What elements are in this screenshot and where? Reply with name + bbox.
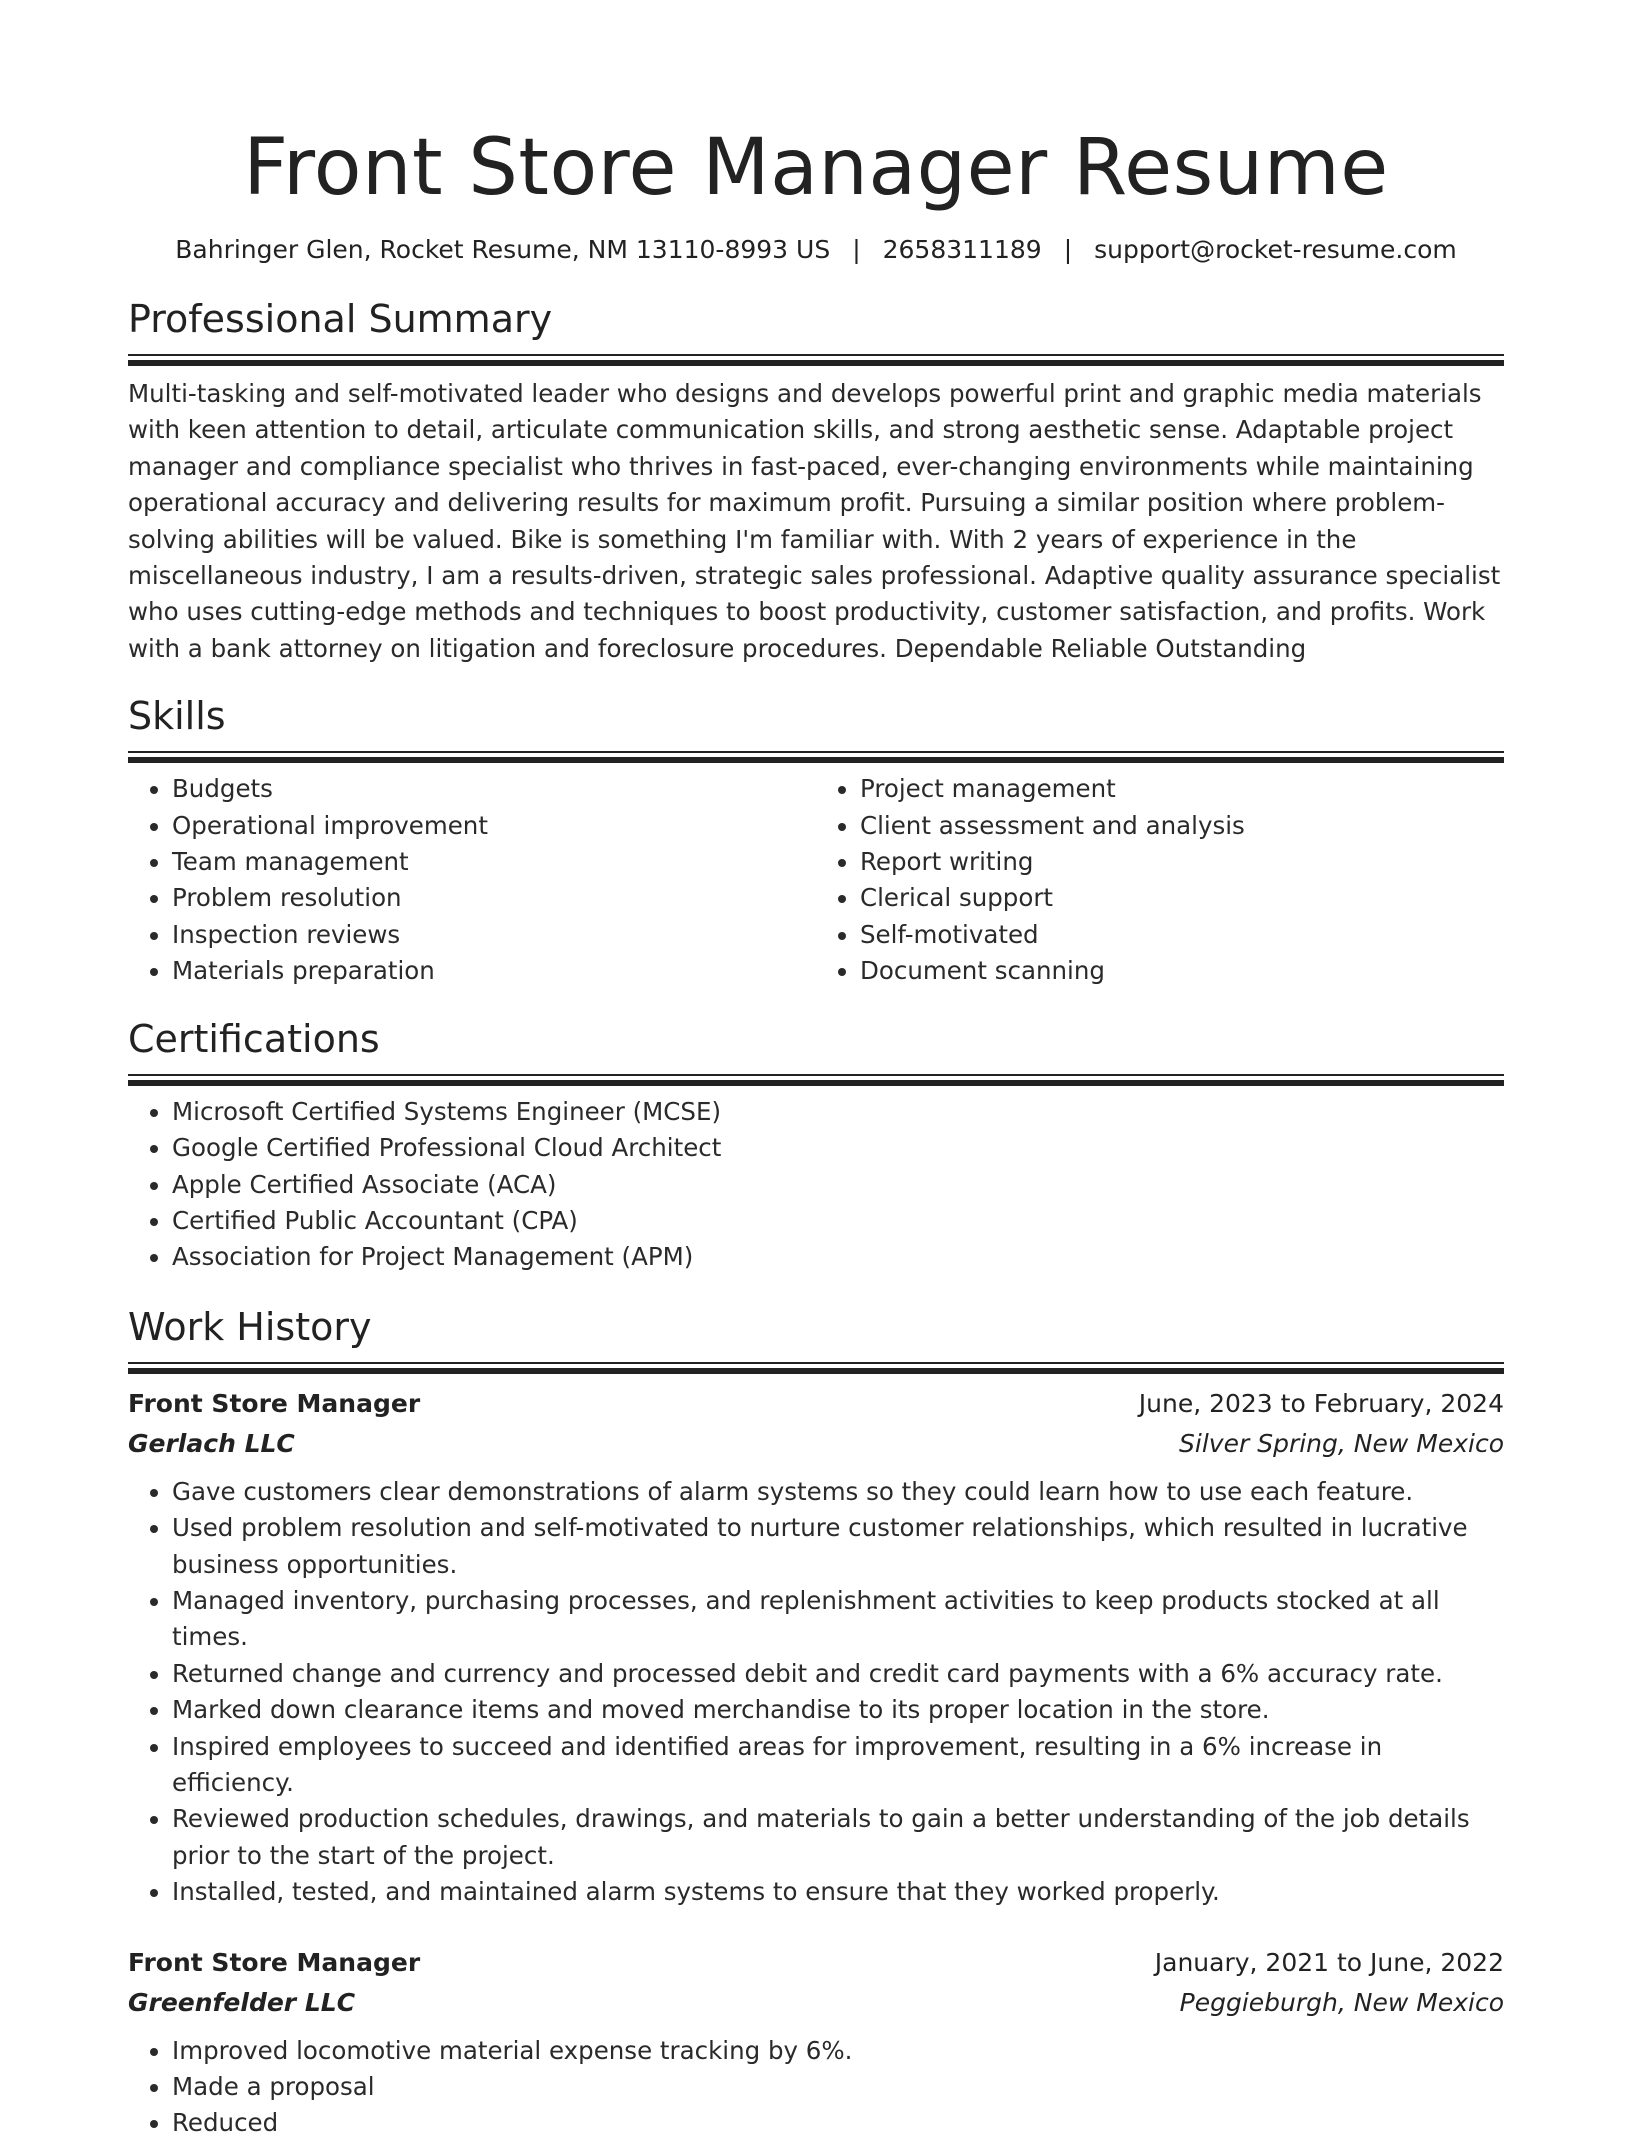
job-location: Silver Spring, New Mexico <box>1179 1428 1504 1458</box>
job-header <box>128 1943 1504 1983</box>
job-header <box>128 1384 1504 1424</box>
job-duties-list <box>128 1474 1504 1911</box>
job-duty-item: • Returned change and currency and processed debit and credit card payments with a 6% accuracy rate. <box>172 1656 1504 1692</box>
skill-item: • Budgets <box>172 771 816 807</box>
job-location: Peggieburgh, New Mexico <box>1179 1987 1504 2017</box>
job-entry <box>128 1384 1504 1911</box>
job-duty-item: • Gave customers clear demonstrations of alarm systems so they could learn how to use each feature. <box>172 1474 1504 1510</box>
job-duty-item: • Reviewed production schedules, drawings, and materials to gain a better understanding of the job details prior to the start of the project. <box>172 1801 1504 1874</box>
skills-list-right <box>816 771 1504 989</box>
job-duties-list <box>128 2033 1504 2142</box>
summary-heading: Professional Summary <box>128 297 553 341</box>
section-divider <box>128 751 1504 761</box>
job-company: Greenfelder LLC <box>128 1987 356 2017</box>
certification-item: • Apple Certified Associate (ACA) <box>172 1167 1504 1203</box>
job-subheader <box>128 1424 1504 1464</box>
skill-item: • Project management <box>860 771 1504 807</box>
skills-section <box>128 693 1504 989</box>
section-divider <box>128 1074 1504 1084</box>
job-duty-item: • Installed, tested, and maintained alarm systems to ensure that they worked properly. <box>172 1874 1504 1910</box>
contact-separator: | <box>1063 235 1073 264</box>
job-duty-item: • Marked down clearance items and moved merchandise to its proper location in the store. <box>172 1692 1504 1728</box>
section-divider <box>128 1362 1504 1372</box>
job-duty-item: • Inspired employees to succeed and identified areas for improvement, resulting in a 6% increase in efficiency. <box>172 1729 1504 1802</box>
contact-email[interactable]: support@rocket-resume.com <box>1094 235 1457 264</box>
skill-item: • Problem resolution <box>172 880 816 916</box>
certifications-heading: Certifications <box>128 1016 380 1061</box>
contact-phone: 2658311189 <box>882 235 1042 264</box>
certification-item: • Association for Project Management (APM) <box>172 1239 1504 1275</box>
contact-separator: | <box>852 235 861 264</box>
certification-item: • Google Certified Professional Cloud Architect <box>172 1130 1504 1166</box>
skill-item: • Operational improvement <box>172 808 816 844</box>
skill-item: • Clerical support <box>860 880 1504 916</box>
contact-line <box>128 234 1504 266</box>
skills-heading: Skills <box>128 694 226 739</box>
work-history-heading: Work History <box>128 1304 372 1349</box>
job-duty-item: • Used problem resolution and self-motivated to nurture customer relationships, which resulted in lucrative business opportunities. <box>172 1510 1504 1583</box>
skill-item: • Inspection reviews <box>172 917 816 953</box>
skills-columns <box>128 771 1504 989</box>
job-duty-item: • Managed inventory, purchasing processes, and replenishment activities to keep products stocked at all times. <box>172 1583 1504 1656</box>
skill-item: • Self-motivated <box>860 917 1504 953</box>
job-duty-item: • Reduced <box>172 2105 1504 2141</box>
contact-address: Bahringer Glen, Rocket Resume, NM 13110-8993 US <box>175 235 831 264</box>
certifications-section <box>128 1016 1504 1276</box>
job-title: Front Store Manager <box>128 1947 421 1977</box>
job-dates: January, 2021 to June, 2022 <box>1154 1947 1504 1977</box>
certification-item: • Microsoft Certified Systems Engineer (MCSE) <box>172 1094 1504 1130</box>
certifications-list <box>128 1094 1504 1276</box>
resume-page <box>128 0 1504 2142</box>
job-company: Gerlach LLC <box>128 1428 295 1458</box>
skills-list-left <box>128 771 816 989</box>
work-history-section <box>128 1304 1504 2142</box>
summary-text: Multi-tasking and self-motivated leader who designs and develops powerful print and graphic media materials with keen attention to detail, articulate communication skills, and strong aesthetic sense. Adaptable project manager and compliance specialist who thrives in fast-paced, ever-changing environments while maintaining operational accuracy and delivering results for maximum profit. Pursuing a similar position where problem-solving abilities will be valued. Bike is something I'm familiar with. With 2 years of experience in the miscellaneous industry, I am a results-driven, strategic sales professional. Adaptive quality assurance specialist who uses cutting-edge methods and techniques to boost productivity, customer satisfaction, and profits. Work with a bank attorney on litigation and foreclosure procedures. Dependable Reliable Outstanding <box>128 379 1501 663</box>
summary-section <box>128 296 1504 667</box>
section-divider <box>128 354 1504 364</box>
job-duty-item: • Improved locomotive material expense tracking by 6%. <box>172 2033 1504 2069</box>
job-subheader <box>128 1983 1504 2023</box>
skill-item: • Report writing <box>860 844 1504 880</box>
skill-item: • Team management <box>172 844 816 880</box>
skill-item: • Materials preparation <box>172 953 816 989</box>
job-duty-item: • Made a proposal <box>172 2069 1504 2105</box>
skill-item: • Document scanning <box>860 953 1504 989</box>
job-dates: June, 2023 to February, 2024 <box>1138 1388 1504 1418</box>
job-title: Front Store Manager <box>128 1388 421 1418</box>
certification-item: • Certified Public Accountant (CPA) <box>172 1203 1504 1239</box>
skill-item: • Client assessment and analysis <box>860 808 1504 844</box>
resume-title: Front Store Manager Resume <box>243 123 1389 213</box>
